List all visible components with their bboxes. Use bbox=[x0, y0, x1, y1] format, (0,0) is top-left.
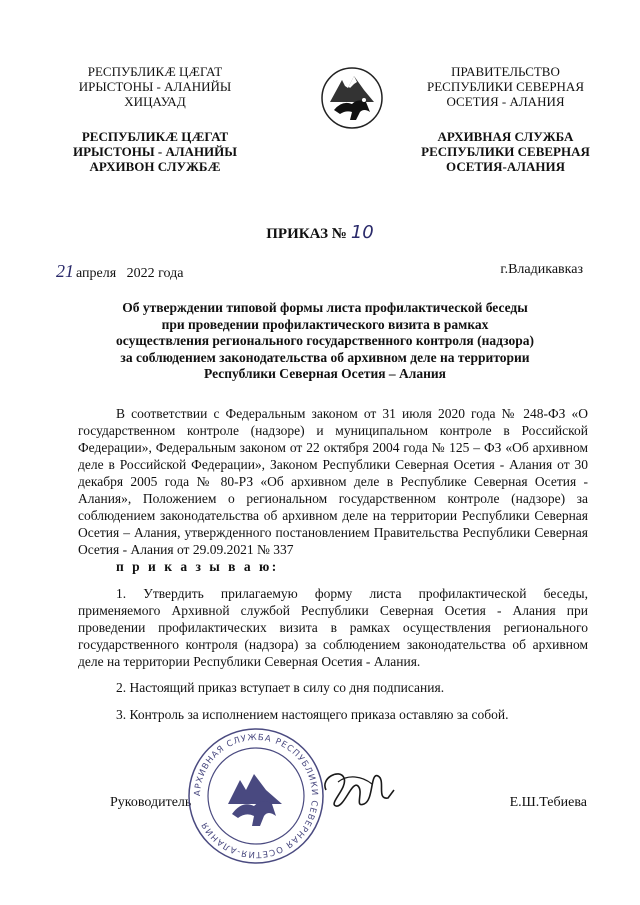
handwritten-signature-icon bbox=[318, 760, 398, 820]
order-number: 10 bbox=[350, 222, 374, 243]
header-right-bottom: АРХИВНАЯ СЛУЖБА РЕСПУБЛИКИ СЕВЕРНАЯ ОСЕТИЯ-АЛАНИЯ bbox=[421, 129, 590, 174]
main-paragraph: В соответствии с Федеральным законом от 31 июля 2020 года № 248-ФЗ «О государственном контроле (надзоре) и муниципальном контроле в Российской Федерации», Федеральным законом от 22 октября 2004 года № 125 – ФЗ «Об архивном деле в Российской Федерации», Законом Республики Северная Осетия - Алания от 30 декабря 2005 года № 80-РЗ «Об архивном деле в Республике Северная Осетия - Алания», Положением о региональном государственном контроле (надзоре) за соблюдением законодательства об архивном деле на территории Республики Северная Осетия – Алания, утвержденного постановлением Правительства Республики Северная Осетия - Алания от 29.09.2021 № 337 п р и к а з ы в а ю: bbox=[78, 406, 588, 574]
order-day: 21 bbox=[56, 261, 74, 281]
order-subject: Об утверждении типовой формы листа профилактической беседы при проведении профилактического визита в рамках осуществления регионального государственного контроля (надзора) за соблюдением законодательства об архивном деле на территории Республики Северная Осетия – Алания bbox=[116, 300, 534, 381]
order-item-3: 3. Контроль за исполнением настоящего приказа оставляю за собой. bbox=[116, 707, 509, 722]
header-left bbox=[40, 64, 270, 174]
order-item-1: 1. Утвердить прилагаемую форму листа профилактической беседы, применяемого Архивной службой Республики Северная Осетия - Алания при проведении профилактических визита в рамках осуществления регионального государственного контроля (надзора) за соблюдением законодательства об архивном деле на территории Республики Северная Осетия - Алания. bbox=[78, 586, 588, 669]
order-date: 21 апреля 2022 года bbox=[56, 261, 184, 281]
header-right-top: ПРАВИТЕЛЬСТВО РЕСПУБЛИКИ СЕВЕРНАЯ ОСЕТИЯ - АЛАНИЯ bbox=[427, 64, 584, 109]
order-item-2: 2. Настоящий приказ вступает в силу со дня подписания. bbox=[116, 680, 445, 695]
header-left-bottom: РЕСПУБЛИКÆ ЦÆГАТ ИРЫСТОНЫ - АЛАНИЙЫ АРХИВОН СЛУЖБÆ bbox=[72, 129, 238, 174]
official-seal-icon bbox=[186, 726, 326, 866]
order-city: г.Владикавказ bbox=[500, 262, 583, 277]
signer-position: Руководитель bbox=[110, 795, 192, 810]
order-title: ПРИКАЗ № 10 bbox=[266, 222, 374, 243]
header-right bbox=[398, 64, 613, 174]
coat-of-arms-icon bbox=[320, 66, 384, 130]
header-left-top: РЕСПУБЛИКÆ ЦÆГАТ ИРЫСТОНЫ - АЛАНИЙЫ ХИЦАУАД bbox=[78, 64, 232, 109]
signer-name: Е.Ш.Тебиева bbox=[509, 795, 587, 810]
seal-text: АРХИВНАЯ СЛУЖБА РЕСПУБЛИКИ СЕВЕРНАЯ ОСЕТИЯ-АЛАНИЯ bbox=[192, 732, 320, 860]
prikazyvayu: п р и к а з ы в а ю: bbox=[116, 559, 279, 574]
